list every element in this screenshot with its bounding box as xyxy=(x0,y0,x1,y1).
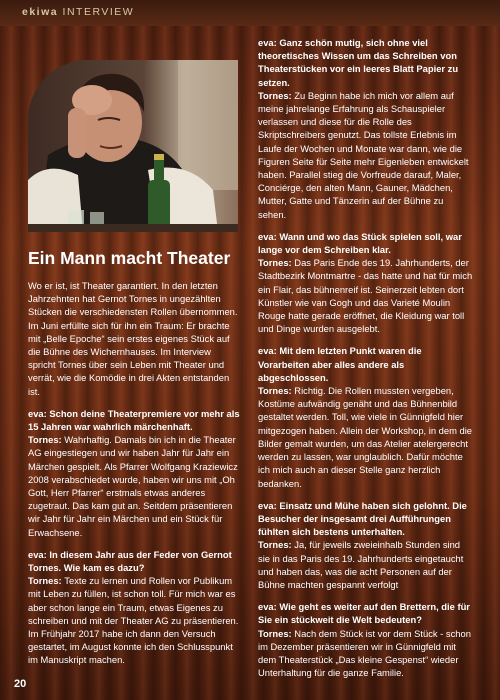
answer: Ja, für jeweils zweieinhalb Stunden sind sie in das Paris des 19. Jahrhunderts eingetaucht und haben das, was die acht Personen auf der Bühne machten gespannt verfolgt xyxy=(258,539,464,590)
question: eva: Ganz schön mutig, sich ohne viel theoretisches Wissen um das Schreiben von Theaterstücken vor ein leeres Blatt Papier zu setzen. xyxy=(258,37,459,88)
qa-block xyxy=(258,344,474,489)
qa-block xyxy=(258,499,474,591)
question: eva: Mit dem letzten Punkt waren die Vorarbeiten aber alles andere als abgeschlossen. xyxy=(258,345,422,383)
speaker-label: Tornes: xyxy=(258,385,295,397)
section-header xyxy=(22,6,134,18)
speaker-label: Tornes: xyxy=(28,575,65,587)
article-headline: Ein Mann macht Theater xyxy=(28,248,231,268)
answer: Nach dem Stück ist vor dem Stück - schon im Dezember präsentieren wir in Günnigfeld mit dem Theaterstück „Das kleine Gespenst“ wieder Unterhaltung für die ganze Familie. xyxy=(258,627,471,679)
question: eva: Wie geht es weiter auf den Brettern, die für Sie ein stückweit die Welt bedeuten? xyxy=(258,601,470,626)
speaker-label: Tornes: xyxy=(258,257,295,269)
answer: Texte zu lernen und Rollen vor Publikum mit Leben zu füllen, ist schon toll. Für mich war es aber schon lange ein Traum, etwas Eigenes zu schreiben und mit der Theater AG zu präsentieren. Im Frühjahr 2017 habe ich dann den Versuch gestartet, im August konnte ich den Schlusspunkt im Manuskript machen. xyxy=(28,575,239,666)
answer: Das Paris Ende des 19. Jahrhunderts, der Stadtbezirk Montmartre - das hatte und hat für mich ein Flair, das bühnenreif ist. Seinerzeit lebten dort Künstler wie van Gogh und das Varieté Moulin Rouge hatte gerade eröffnet, die Kleidung war toll und Dinge wurden ausgelebt. xyxy=(258,257,473,335)
left-column xyxy=(28,279,240,676)
intro-paragraph: Wo er ist, ist Theater garantiert. In den letzten Jahrzehnten hat Gernot Tornes in ungezählten Stücken die verschiedensten Rollen übernommen. Im Juni erfüllte sich für ihn ein Traum: Er brachte mit „Belle Epoche“ sein erstes eigenes Stück auf die Bühne des Wichernhauses. Im Interview spricht Tornes über sein Leben mit Theater und verrät, wie die Komödie in drei Akten entstanden ist. xyxy=(28,280,238,397)
speaker-label: Tornes: xyxy=(258,627,295,639)
speaker-label: Tornes: xyxy=(258,89,295,101)
answer: Richtig. Die Rollen mussten vergeben, Kostüme aufwändig genäht und das Bühnenbild gestaltet werden. Toll, wie viele in Günnigfeld hier mitgezogen haben. Allein der Workshop, in dem die Bilder gemalt wurden, um das Atelier atelergerecht werden zu lassen, war unglaublich. Dafür möchte ich mich auch an dieser Stelle ganz herzlich bedanken. xyxy=(258,385,473,489)
speaker-label: Tornes: xyxy=(258,539,295,551)
brand-name: ekiwa xyxy=(22,6,59,18)
right-column xyxy=(258,36,474,688)
qa-block xyxy=(28,548,240,667)
question: eva: Wann und wo das Stück spielen soll, war lange vor dem Schreiben klar. xyxy=(258,230,462,256)
portrait-photo xyxy=(28,60,238,232)
section-name: INTERVIEW xyxy=(62,6,135,18)
page-number: 20 xyxy=(14,678,27,690)
qa-block xyxy=(28,407,240,539)
question: eva: Einsatz und Mühe haben sich gelohnt. Die Besucher der insgesamt drei Aufführungen fühlten sich bestens unterhalten. xyxy=(258,499,467,538)
answer: Wahrhaftig. Damals bin ich in die Theater AG eingestiegen und wir haben Jahr für Jahr ein Märchen gespielt. Als Pfarrer Wolfgang Kraziewicz 2008 verabschiedet wurde, haben wir uns mit „Oh Gott, Herr Pfarrer“ erstmals etwas anderes zugetraut. Das kam gut an. Seitdem präsentieren wir Jahr für Jahr ein Märchen und ein Stück für Erwachsene. xyxy=(28,434,238,538)
qa-block xyxy=(258,600,474,679)
qa-block xyxy=(258,230,474,336)
question: eva: Schon deine Theaterpremiere vor mehr als 15 Jahren war wahrlich märchenhaft. xyxy=(28,407,240,433)
question: eva: In diesem Jahr aus der Feder von Gernot Tornes. Wie kam es dazu? xyxy=(28,548,232,574)
answer: Zu Beginn habe ich mich vor allem auf meine jahrelange Erfahrung als Schauspieler verlassen und diese für die Rolle des Skriptschreibers genutzt. Das tollste Erlebnis im Laufe der Wochen und Monate war dann, wie die Figuren Seite für Seite mehr Eigenleben entwickelt haben. Parallel stieg die Vorfreude darauf, Maler, Conciérge, den alten Mann, Gauner, Mädchen, Mutter, Gatte und Tänzerin auf der Bühne zu sehen. xyxy=(258,89,469,220)
qa-block xyxy=(258,36,474,221)
speaker-label: Tornes: xyxy=(28,434,65,446)
